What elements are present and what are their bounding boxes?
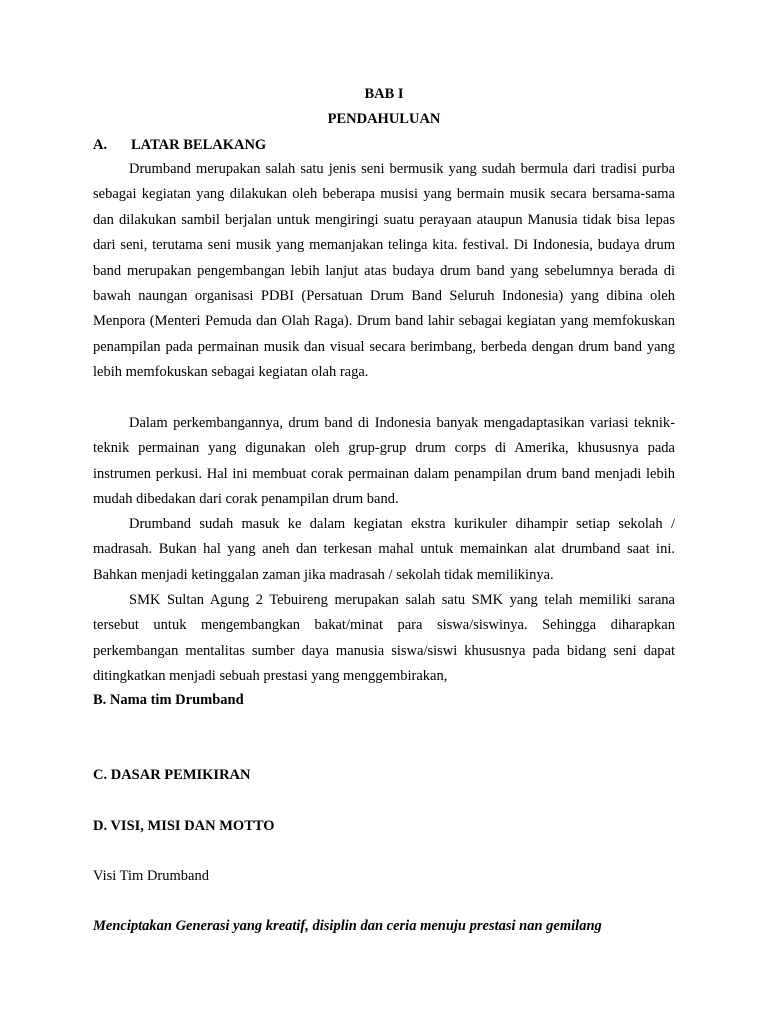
section-a-letter: A. (93, 137, 108, 153)
chapter-number: BAB I (364, 86, 404, 102)
section-a-heading (93, 137, 266, 154)
section-a-title: LATAR BELAKANG (131, 137, 267, 153)
paragraph-3: Drumband sudah masuk ke dalam kegiatan ekstra kurikuler dihampir setiap sekolah / madrasah. Bukan hal yang aneh dan terkesan mahal untuk memainkan alat drumband saat ini. Bahkan menjadi ketinggalan zaman jika madrasah / sekolah tidak memilikinya. (93, 516, 675, 583)
paragraph-1: Drumband merupakan salah satu jenis seni bermusik yang sudah bermula dari tradisi purba sebagai kegiatan yang dilakukan oleh beberapa musisi yang bermain musik secara bersama-sama dan dilakukan sambil berjalan untuk mengiringi suatu perayaan ataupun Manusia tidak bisa lepas dari seni, terutama seni musik yang memanjakan telinga kita. festival. Di Indonesia, budaya drum band merupakan pengembangan lebih lanjut atas budaya drum band yang sebelumnya berada di bawah naungan organisasi PDBI (Persatuan Drum Band Seluruh Indonesia) yang dibina oleh Menpora (Menteri Pemuda dan Olah Raga). Drum band lahir sebagai kegiatan yang memfokuskan penampilan pada permainan musik dan visual secara berimbang, berbeda dengan drum band yang lebih memfokuskan sebagai kegiatan olah raga. (93, 161, 675, 381)
section-b-heading: B. Nama tim Drumband (93, 692, 244, 708)
paragraph-2: Dalam perkembangannya, drum band di Indonesia banyak mengadaptasikan variasi teknik-teknik permainan yang digunakan oleh grup-grup drum corps di Amerika, khususnya pada instrumen perkusi. Hal ini membuat corak permainan dalam penampilan drum band menjadi lebih mudah dibedakan dari corak penampilan drum band. (93, 415, 675, 508)
section-c-heading: C. DASAR PEMIKIRAN (93, 767, 251, 783)
visi-label: Visi Tim Drumband (93, 868, 209, 884)
section-d-heading: D. VISI, MISI DAN MOTTO (93, 818, 275, 834)
chapter-title: PENDAHULUAN (327, 111, 441, 127)
paragraph-4: SMK Sultan Agung 2 Tebuireng merupakan salah satu SMK yang telah memiliki sarana tersebut untuk mengembangkan bakat/minat para siswa/siswinya. Sehingga diharapkan perkembangan mentalitas sumber daya manusia siswa/siswi khususnya pada bidang seni dapat ditingkatkan menjadi sebuah prestasi yang menggembirakan, (93, 592, 675, 685)
visi-text: Menciptakan Generasi yang kreatif, disiplin dan ceria menuju prestasi nan gemilang (93, 918, 602, 934)
